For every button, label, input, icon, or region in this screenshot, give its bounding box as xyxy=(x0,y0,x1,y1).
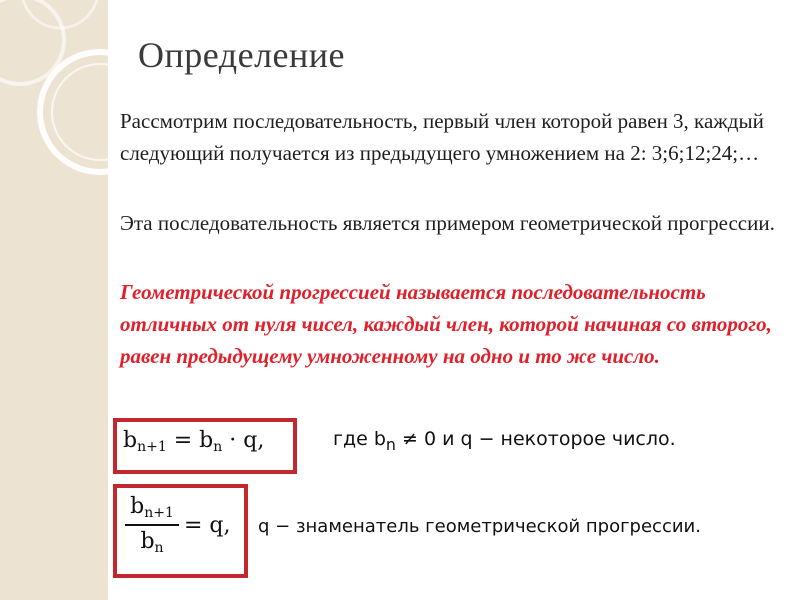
intro-paragraph: Рассмотрим последовательность, первый член которой равен 3, каждый следующий получается из предыдущего умножением на 2: 3;6;12;24;… xyxy=(120,109,764,165)
example-paragraph: Эта последовательность является примером геометрической прогрессии. xyxy=(120,211,775,235)
recurrence-lhs-sub: n+1 xyxy=(137,439,167,455)
denominator-sub: n xyxy=(154,540,164,556)
numerator-base: b xyxy=(130,494,145,519)
recurrence-rhs-tail: · q, xyxy=(222,428,265,453)
recurrence-note-suffix: ≠ 0 и q − некоторое число. xyxy=(395,428,676,450)
decorative-circles xyxy=(0,0,108,200)
fraction-numerator xyxy=(123,494,181,524)
ratio-note: q − знаменатель геометрической прогрессии. xyxy=(258,516,701,537)
definition-paragraph: Геометрической прогрессией называется последовательность отличных от нуля чисел, каждый член, которой начиная со второго, равен предыдущему умноженному на одно и то же число. xyxy=(120,280,772,368)
numerator-sub: n+1 xyxy=(144,505,174,521)
recurrence-eq: = b xyxy=(166,428,214,453)
denominator-base: b xyxy=(140,529,155,554)
recurrence-formula xyxy=(123,428,264,455)
recurrence-note-sub: n xyxy=(385,434,396,454)
ratio-equals: = q, xyxy=(184,513,231,538)
slide-title: Определение xyxy=(138,35,346,75)
recurrence-rhs-sub: n xyxy=(213,439,223,455)
recurrence-lhs-base: b xyxy=(123,428,138,453)
ratio-fraction xyxy=(123,494,181,556)
fraction-denominator xyxy=(123,526,181,556)
recurrence-note xyxy=(333,428,676,454)
recurrence-note-prefix: где b xyxy=(333,428,386,450)
